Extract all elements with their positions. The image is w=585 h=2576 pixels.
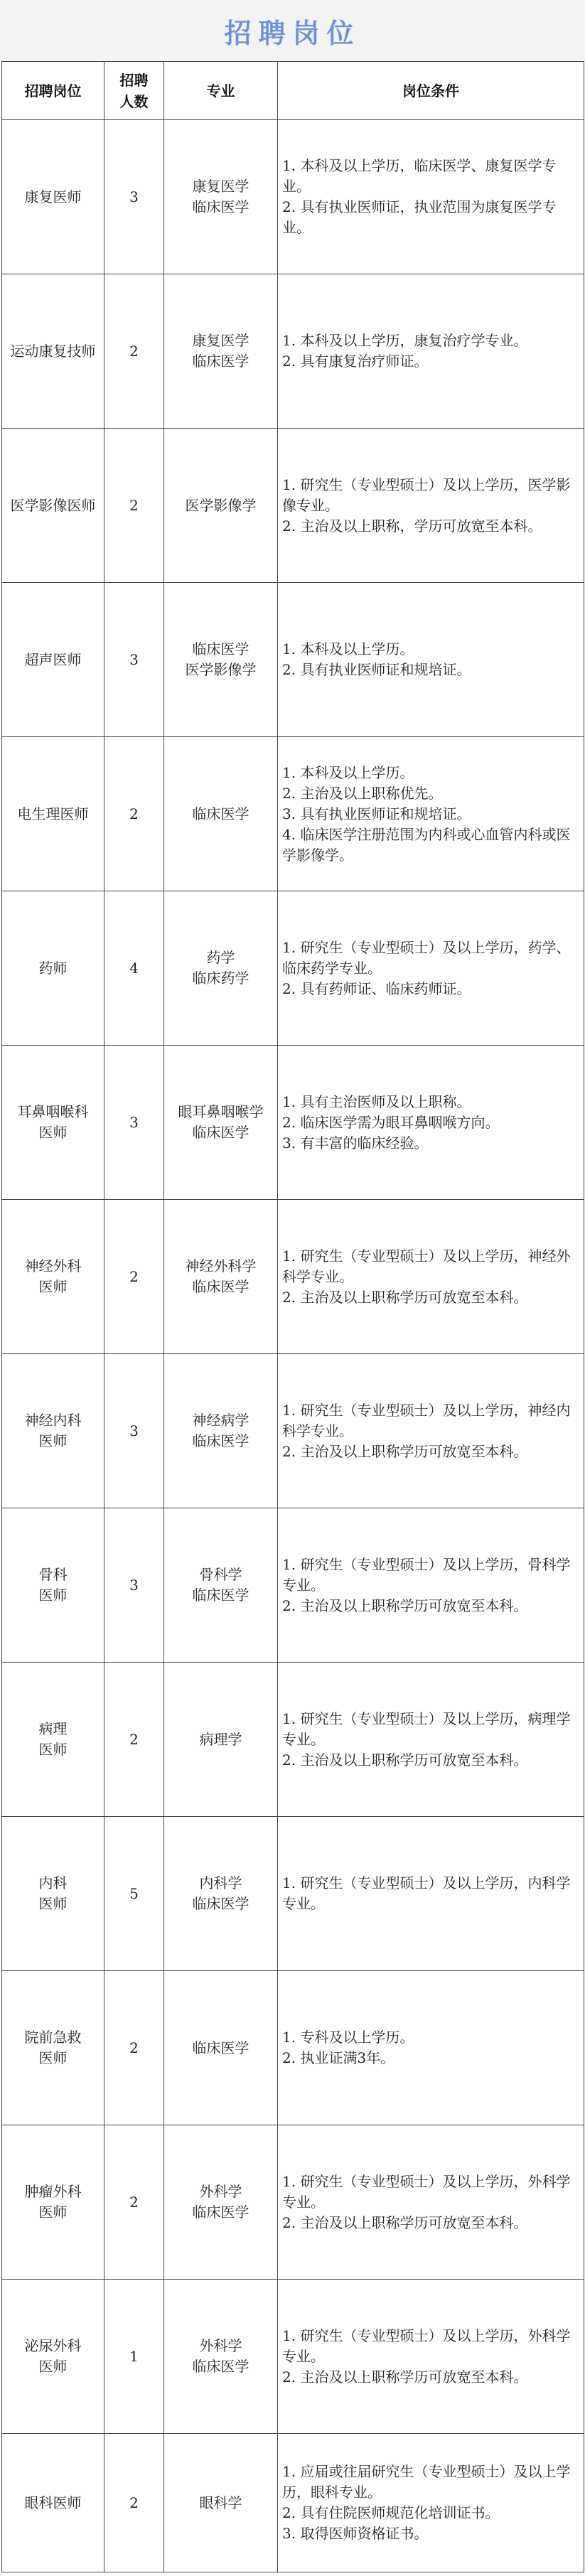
table-row <box>2 2125 584 2280</box>
position-cell <box>2 1046 104 1200</box>
position-name: 药师 <box>38 959 68 977</box>
table-row <box>2 2280 584 2434</box>
header-major: 专业 <box>164 62 278 120</box>
requirement-item: 2. 具有执业医师证和规培证。 <box>282 661 471 678</box>
requirement-item: 2. 主治及以上职称学历可放宽至本科。 <box>282 1596 528 1614</box>
position-cell <box>2 274 104 429</box>
position-cell <box>2 737 104 891</box>
requirements-cell <box>278 1354 584 1508</box>
requirements-cell <box>278 891 584 1046</box>
requirement-item: 1. 本科及以上学历，康复治疗学专业。 <box>282 332 528 349</box>
major-name: 临床医学 <box>192 198 249 215</box>
count-cell: 4 <box>104 891 164 1046</box>
table-body <box>2 120 584 2572</box>
requirement-item: 2. 具有住院医师规范化培训证书。 <box>282 2504 500 2521</box>
table-row <box>2 1663 584 1817</box>
count-cell: 3 <box>104 583 164 737</box>
major-cell <box>164 274 278 429</box>
major-name: 外科学 <box>199 2183 242 2200</box>
requirements-cell <box>278 583 584 737</box>
requirement-item: 2. 主治及以上职称学历可放宽至本科。 <box>282 1751 528 1769</box>
major-name: 临床医学 <box>192 2039 249 2056</box>
major-cell <box>164 891 278 1046</box>
major-name: 眼科学 <box>199 2494 242 2511</box>
requirements-cell <box>278 1971 584 2125</box>
count-cell: 3 <box>104 120 164 274</box>
major-name: 眼耳鼻咽喉学 <box>178 1103 264 1120</box>
requirement-item: 2. 具有药师证、临床药师证。 <box>282 980 471 997</box>
requirement-item: 1. 研究生（专业型硕士）及以上学历，神经内科学专业。 <box>282 1401 571 1439</box>
table-row <box>2 891 584 1046</box>
header-requirements: 岗位条件 <box>278 62 584 120</box>
count-cell: 2 <box>104 1971 164 2125</box>
requirement-item: 2. 临床医学需为眼耳鼻咽喉方向。 <box>282 1113 500 1131</box>
major-cell <box>164 2125 278 2280</box>
major-name: 临床医学 <box>192 353 249 370</box>
position-name: 肿瘤外科 <box>24 2183 82 2200</box>
position-name: 医师 <box>38 2358 68 2375</box>
header-count <box>104 62 164 120</box>
count-cell: 1 <box>104 2280 164 2434</box>
major-cell <box>164 1663 278 1817</box>
table-row <box>2 1354 584 1508</box>
table-header-row <box>2 62 584 120</box>
position-name: 神经内科 <box>24 1412 82 1429</box>
position-cell <box>2 429 104 583</box>
table-row <box>2 1817 584 1971</box>
requirement-item: 1. 本科及以上学历。 <box>282 763 414 781</box>
table-row <box>2 737 584 891</box>
requirement-item: 3. 取得医师资格证书。 <box>282 2525 429 2542</box>
header-count-line: 招聘 <box>119 71 149 89</box>
position-cell <box>2 1663 104 1817</box>
major-name: 神经病学 <box>192 1412 249 1429</box>
position-name: 病理 <box>38 1720 68 1737</box>
position-cell <box>2 120 104 274</box>
requirement-item: 2. 主治及以上职称优先。 <box>282 784 443 802</box>
count-cell: 2 <box>104 274 164 429</box>
table-row <box>2 429 584 583</box>
position-cell <box>2 2125 104 2280</box>
position-name: 神经外科 <box>24 1257 82 1274</box>
requirements-cell <box>278 429 584 583</box>
position-name: 骨科 <box>38 1566 68 1583</box>
header-position: 招聘岗位 <box>2 62 104 120</box>
requirements-cell <box>278 2434 584 2572</box>
major-name: 康复医学 <box>192 332 249 349</box>
requirement-item: 4. 临床医学注册范围为内科或心血管内科或医学影像学。 <box>282 825 571 864</box>
requirement-item: 1. 专科及以上学历。 <box>282 2029 414 2046</box>
major-name: 病理学 <box>199 1730 242 1748</box>
major-cell <box>164 1200 278 1354</box>
requirements-cell <box>278 737 584 891</box>
major-name: 临床医学 <box>192 1895 249 1912</box>
requirement-item: 1. 研究生（专业型硕士）及以上学历，内科学专业。 <box>282 1874 571 1912</box>
major-cell <box>164 2434 278 2572</box>
major-name: 康复医学 <box>192 178 249 195</box>
position-cell <box>2 1817 104 1971</box>
requirement-item: 2. 执业证满3年。 <box>282 2049 395 2066</box>
major-name: 临床医学 <box>192 640 249 658</box>
major-name: 医学影像学 <box>185 496 257 514</box>
major-name: 临床医学 <box>192 1278 249 1295</box>
major-cell <box>164 737 278 891</box>
position-name: 泌尿外科 <box>24 2337 82 2354</box>
position-cell <box>2 1200 104 1354</box>
major-cell <box>164 583 278 737</box>
major-name: 临床医学 <box>192 1432 249 1449</box>
major-name: 外科学 <box>199 2337 242 2354</box>
position-name: 运动康复技师 <box>10 342 96 360</box>
page-title: 招聘岗位 <box>224 17 361 49</box>
major-name: 临床药学 <box>192 970 249 987</box>
major-name: 临床医学 <box>192 805 249 822</box>
position-name: 院前急救 <box>24 2029 82 2046</box>
position-cell <box>2 2434 104 2572</box>
major-name: 医学影像学 <box>185 661 257 678</box>
position-name: 耳鼻咽喉科 <box>17 1103 89 1120</box>
major-cell <box>164 1354 278 1508</box>
requirements-cell <box>278 2125 584 2280</box>
position-name: 医师 <box>38 1587 68 1604</box>
position-name: 医师 <box>38 1432 68 1449</box>
position-cell <box>2 583 104 737</box>
requirement-item: 1. 研究生（专业型硕士）及以上学历，骨科学专业。 <box>282 1555 571 1594</box>
requirement-item: 1. 研究生（专业型硕士）及以上学历，医学影像专业。 <box>282 476 571 514</box>
requirement-item: 1. 研究生（专业型硕士）及以上学历，外科学专业。 <box>282 2172 571 2211</box>
requirement-item: 1. 具有主治医师及以上职称。 <box>282 1093 471 1110</box>
requirement-item: 2. 主治及以上职称学历可放宽至本科。 <box>282 1288 528 1306</box>
requirement-item: 1. 应届或往届研究生（专业型硕士）及以上学历，眼科专业。 <box>282 2463 571 2501</box>
position-cell <box>2 891 104 1046</box>
requirement-item: 3. 有丰富的临床经验。 <box>282 1134 429 1152</box>
major-cell <box>164 1046 278 1200</box>
requirement-item: 1. 研究生（专业型硕士）及以上学历，外科学专业。 <box>282 2327 571 2365</box>
position-name: 内科 <box>38 1874 68 1891</box>
position-name: 电生理医师 <box>17 805 89 822</box>
requirement-item: 2. 具有执业医师证，执业范围为康复医学专业。 <box>282 198 557 236</box>
major-cell <box>164 120 278 274</box>
table-row <box>2 1046 584 1200</box>
table-row <box>2 120 584 274</box>
position-name: 医师 <box>38 1124 68 1141</box>
table-row <box>2 583 584 737</box>
requirements-cell <box>278 1508 584 1663</box>
major-name: 药学 <box>206 949 235 966</box>
position-name: 医师 <box>38 2204 68 2221</box>
position-cell <box>2 1508 104 1663</box>
requirement-item: 2. 主治及以上职称学历可放宽至本科。 <box>282 2368 528 2386</box>
major-cell <box>164 1508 278 1663</box>
position-name: 超声医师 <box>24 650 82 668</box>
major-cell <box>164 2280 278 2434</box>
requirements-cell <box>278 1817 584 1971</box>
position-cell <box>2 1971 104 2125</box>
requirement-item: 3. 具有执业医师证和规培证。 <box>282 805 471 822</box>
position-name: 康复医师 <box>24 188 82 205</box>
position-cell <box>2 1354 104 1508</box>
table-row <box>2 274 584 429</box>
count-cell: 2 <box>104 429 164 583</box>
requirements-cell <box>278 274 584 429</box>
position-name: 医学影像医师 <box>10 496 96 514</box>
title-banner <box>0 0 585 61</box>
count-cell: 5 <box>104 1817 164 1971</box>
requirement-item: 1. 本科及以上学历。 <box>282 640 414 658</box>
table-row <box>2 1508 584 1663</box>
count-cell: 3 <box>104 1354 164 1508</box>
major-name: 内科学 <box>199 1874 242 1891</box>
count-cell: 2 <box>104 737 164 891</box>
position-name: 医师 <box>38 1741 68 1758</box>
requirements-cell <box>278 120 584 274</box>
major-name: 骨科学 <box>199 1566 242 1583</box>
major-name: 神经外科学 <box>185 1257 257 1274</box>
requirement-item: 2. 主治及以上职称学历可放宽至本科。 <box>282 2213 528 2231</box>
table-row <box>2 1200 584 1354</box>
position-name: 眼科医师 <box>24 2494 82 2511</box>
position-name: 医师 <box>38 1895 68 1912</box>
count-cell: 2 <box>104 1663 164 1817</box>
requirements-cell <box>278 1046 584 1200</box>
major-name: 临床医学 <box>192 1587 249 1604</box>
major-name: 临床医学 <box>192 2204 249 2221</box>
count-cell: 2 <box>104 2125 164 2280</box>
requirement-item: 2. 主治及以上职称学历可放宽至本科。 <box>282 1442 528 1460</box>
requirement-item: 1. 研究生（专业型硕士）及以上学历，药学、临床药学专业。 <box>282 938 571 977</box>
table-row <box>2 2434 584 2572</box>
recruitment-table <box>1 61 584 2572</box>
count-cell: 2 <box>104 1200 164 1354</box>
table-row <box>2 1971 584 2125</box>
major-name: 临床医学 <box>192 1124 249 1141</box>
count-cell: 2 <box>104 2434 164 2572</box>
major-cell <box>164 1971 278 2125</box>
count-cell: 3 <box>104 1508 164 1663</box>
requirements-cell <box>278 2280 584 2434</box>
requirements-cell <box>278 1663 584 1817</box>
requirement-item: 1. 研究生（专业型硕士）及以上学历，病理学专业。 <box>282 1710 571 1748</box>
major-cell <box>164 1817 278 1971</box>
position-cell <box>2 2280 104 2434</box>
requirement-item: 1. 本科及以上学历，临床医学、康复医学专业。 <box>282 157 557 195</box>
position-name: 医师 <box>38 2049 68 2066</box>
header-count-line: 人数 <box>119 92 149 110</box>
requirement-item: 1. 研究生（专业型硕士）及以上学历，神经外科学专业。 <box>282 1247 571 1285</box>
requirement-item: 2. 主治及以上职称，学历可放宽至本科。 <box>282 517 542 535</box>
count-cell: 3 <box>104 1046 164 1200</box>
position-name: 医师 <box>38 1278 68 1295</box>
major-cell <box>164 429 278 583</box>
requirement-item: 2. 具有康复治疗师证。 <box>282 353 429 370</box>
major-name: 临床医学 <box>192 2358 249 2375</box>
requirements-cell <box>278 1200 584 1354</box>
